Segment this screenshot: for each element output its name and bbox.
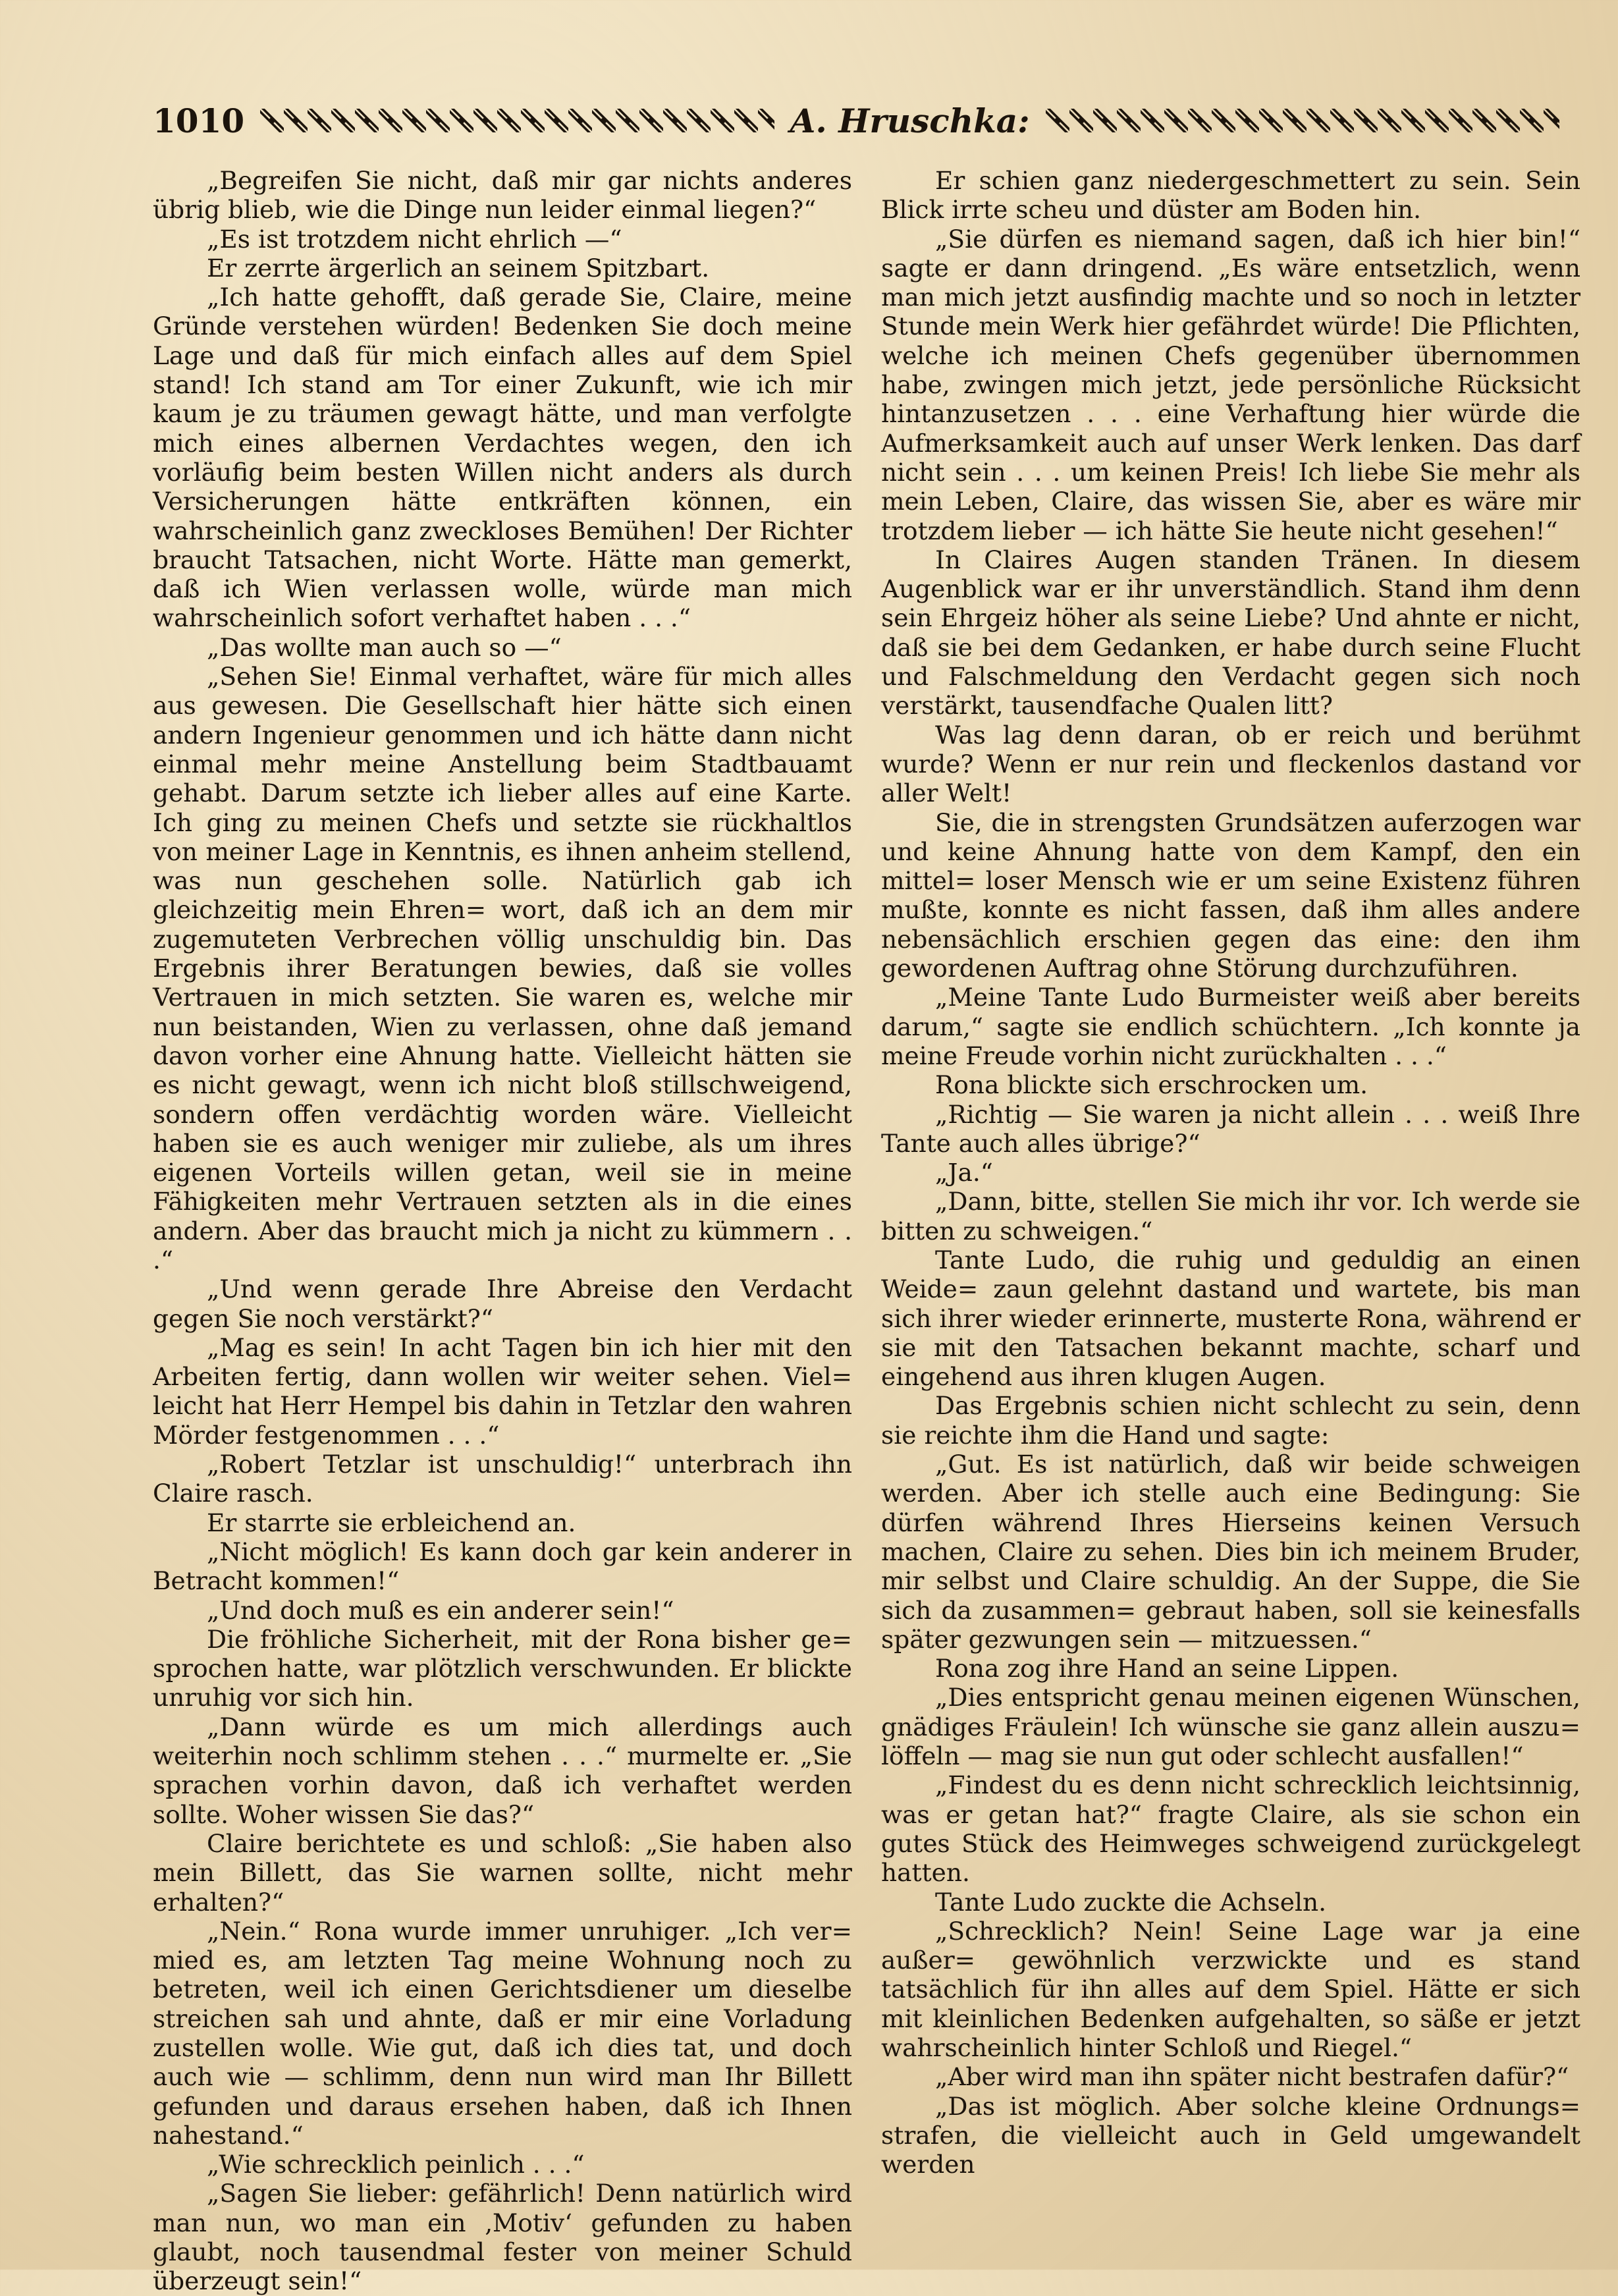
paragraph: „Ich hatte gehofft, daß gerade Sie, Claire, meine Gründe verstehen würden! Bedenken Sie doch meine Lage und daß für mich einfach alles auf dem Spiel stand! Ich stand am Tor einer Zukunft, wie ich mir kaum je zu träumen gewagt hätte, und man verfolgte mich eines albernen Verdachtes wegen, den ich vorläufig beim besten Willen nicht anders als durch Versicherungen hätte entkräften können, ein wahrscheinlich ganz zweckloses Bemühen! Der Richter braucht Tatsachen, nicht Worte. Hätte man gemerkt, daß ich Wien verlassen wolle, würde man mich wahrscheinlich sofort verhaftet haben . . .“ — [153, 283, 852, 633]
paragraph: „Gut. Es ist natürlich, daß wir beide schweigen werden. Aber ich stelle auch eine Bedingung: Sie dürfen während Ihres Hierseins keinen Versuch machen, Claire zu sehen. Dies bin ich meinem Bruder, mir selbst und Claire schuldig. An der Suppe, die Sie sich da zusammen= gebraut haben, soll sie keinesfalls später gezwungen sein — mitzuessen.“ — [881, 1450, 1580, 1654]
paragraph: In Claires Augen standen Tränen. In diesem Augenblick war er ihr unverständlich. Stand ihm denn sein Ehrgeiz höher als seine Liebe? Und ahnte er nicht, daß sie bei dem Gedanken, er habe durch seine Flucht und Falschmeldung den Verdacht gegen sich noch verstärkt, tausendfache Qualen litt? — [881, 545, 1580, 721]
page-header — [153, 97, 1575, 144]
paragraph: „Sagen Sie lieber: gefährlich! Denn natürlich wird man nun, wo man ein ‚Motiv‘ gefunden zu haben glaubt, noch tausendmal fester von meiner Schuld überzeugt sein!“ — [153, 2179, 852, 2296]
paragraph: „Dann würde es um mich allerdings auch weiterhin noch schlimm stehen . . .“ murmelte er. „Sie sprachen vorhin davon, daß ich verhaftet werden sollte. Woher wissen Sie das?“ — [153, 1712, 852, 1829]
paragraph: „Robert Tetzlar ist unschuldig!“ unterbrach ihn Claire rasch. — [153, 1450, 852, 1508]
paragraph: „Findest du es denn nicht schrecklich leichtsinnig, was er getan hat?“ fragte Claire, als sie schon ein gutes Stück des Heimweges schweigend zurückgelegt hatten. — [881, 1770, 1580, 1888]
paragraph: Rona blickte sich erschrocken um. — [935, 1070, 1368, 1100]
paragraph: „Dies entspricht genau meinen eigenen Wünschen, gnädiges Fräulein! Ich wünsche sie ganz allein auszu= löffeln — mag sie nun gut oder schlecht ausfallen!“ — [881, 1683, 1580, 1771]
paragraph: Was lag denn daran, ob er reich und berühmt wurde? Wenn er nur rein und fleckenlos dastand vor aller Welt! — [881, 720, 1580, 808]
paragraph: „Meine Tante Ludo Burmeister weiß aber bereits darum,“ sagte sie endlich schüchtern. „Ich konnte ja meine Freude vorhin nicht zurückhalten . . .“ — [881, 983, 1580, 1070]
paragraph: Sie, die in strengsten Grundsätzen auferzogen war und keine Ahnung hatte von dem Kampf, den ein mittel= loser Mensch wie er um seine Existenz führen mußte, konnte es nicht fassen, daß ihm alles andere nebensächlich erschien gegen das eine: den ihm gewordenen Auftrag ohne Störung durchzuführen. — [881, 807, 1580, 983]
paragraph: Er schien ganz niedergeschmettert zu sein. Sein Blick irrte scheu und düster am Boden hin. — [881, 166, 1580, 225]
paragraph: „Und doch muß es ein anderer sein!“ — [207, 1595, 674, 1625]
paragraph: „Nicht möglich! Es kann doch gar kein anderer in Betracht kommen!“ — [153, 1537, 852, 1596]
ornamental-rule-left — [260, 107, 774, 134]
paragraph: Die fröhliche Sicherheit, mit der Rona bisher ge= sprochen hatte, war plötzlich verschwunden. Er blickte unruhig vor sich hin. — [153, 1624, 852, 1712]
paragraph: „Das wollte man auch so —“ — [207, 632, 562, 662]
paragraph: „Aber wird man ihn später nicht bestrafen dafür?“ — [935, 2062, 1569, 2092]
paragraph: „Sehen Sie! Einmal verhaftet, wäre für mich alles aus gewesen. Die Gesellschaft hier hätte sich einen andern Ingenieur genommen und ich hätte dann nicht einmal mehr meine Anstellung beim Stadtbauamt gehabt. Darum setzte ich lieber alles auf eine Karte. Ich ging zu meinen Chefs und setzte sie rückhaltlos von meiner Lage in Kenntnis, es ihnen anheim stellend, was nun geschehen solle. Natürlich gab ich gleichzeitig mein Ehren= wort, daß ich an dem mir zugemuteten Verbrechen völlig unschuldig bin. Das Ergebnis ihrer Beratungen bewies, daß sie volles Vertrauen in mich setzten. Sie waren es, welche mir nun beistanden, Wien zu verlassen, ohne daß jemand davon vorher eine Ahnung hatte. Vielleicht hätten sie es nicht gewagt, wenn ich nicht bloß stillschweigend, sondern offen verdächtig worden wäre. Vielleicht haben sie es auch weniger mir zuliebe, als um ihres eigenen Vorteils willen getan, weil sie in meine Fähigkeiten mehr Vertrauen setzten als in die eines andern. Aber das braucht mich ja nicht zu kümmern . . .“ — [153, 662, 852, 1274]
ornamental-rule-right — [1046, 107, 1559, 134]
paragraph: Rona zog ihre Hand an seine Lippen. — [935, 1654, 1399, 1683]
paragraph: „Dann, bitte, stellen Sie mich ihr vor. Ich werde sie bitten zu schweigen.“ — [881, 1187, 1580, 1245]
left-column — [153, 166, 852, 2296]
paragraph: Das Ergebnis schien nicht schlecht zu sein, denn sie reichte ihm die Hand und sagte: — [881, 1391, 1580, 1450]
paragraph: „Wie schrecklich peinlich . . .“ — [207, 2150, 585, 2179]
paragraph: „Und wenn gerade Ihre Abreise den Verdacht gegen Sie noch verstärkt?“ — [153, 1274, 852, 1333]
paragraph: „Das ist möglich. Aber solche kleine Ordnungs= strafen, die vielleicht auch in Geld umgewandelt werden — [881, 2091, 1580, 2179]
paragraph: Er starrte sie erbleichend an. — [207, 1508, 576, 1537]
page-number: 1010 — [153, 101, 245, 140]
paragraph: Er zerrte ärgerlich an seinem Spitzbart. — [207, 253, 710, 283]
paragraph: „Schrecklich? Nein! Seine Lage war ja eine außer= gewöhnlich verzwickte und es stand tatsächlich für ihn alles auf dem Spiel. Hätte er sich mit kleinlichen Bedenken aufgehalten, so säße er jetzt wahrscheinlich hinter Schloß und Riegel.“ — [881, 1916, 1580, 2062]
running-head: A. Hruschka: — [790, 101, 1030, 140]
paragraph: „Richtig — Sie waren ja nicht allein . . . weiß Ihre Tante auch alles übrige?“ — [881, 1099, 1580, 1158]
paragraph: Claire berichtete es und schloß: „Sie haben also mein Billett, das Sie warnen sollte, nicht mehr erhalten?“ — [153, 1828, 852, 1917]
paragraph: „Ja.“ — [935, 1158, 993, 1188]
paragraph: „Nein.“ Rona wurde immer unruhiger. „Ich ver= mied es, am letzten Tag meine Wohnung noch zu betreten, weil ich einen Gerichtsdiener um dieselbe streichen sah und ahnte, daß er mir eine Vorladung zustellen wolle. Wie gut, daß ich dies tat, und doch auch wie — schlimm, denn nun wird man Ihr Billett gefunden und daraus ersehen haben, daß ich Ihnen nahestand.“ — [153, 1916, 852, 2150]
right-column — [881, 166, 1580, 2179]
paragraph: „Begreifen Sie nicht, daß mir gar nichts anderes übrig blieb, wie die Dinge nun leider einmal liegen?“ — [153, 166, 852, 225]
paragraph: Tante Ludo, die ruhig und geduldig an einen Weide= zaun gelehnt dastand und wartete, bis man sich ihrer wieder erinnerte, musterte Rona, während er sie mit den Tatsachen bekannt machte, scharf und eingehend aus ihren klugen Augen. — [881, 1245, 1580, 1392]
paragraph: Tante Ludo zuckte die Achseln. — [935, 1887, 1327, 1917]
paragraph: „Es ist trotzdem nicht ehrlich —“ — [207, 224, 622, 254]
paragraph: „Mag es sein! In acht Tagen bin ich hier mit den Arbeiten fertig, dann wollen wir weiter sehen. Viel= leicht hat Herr Hempel bis dahin in Tetzlar den wahren Mörder festgenommen . . .“ — [153, 1332, 852, 1450]
paragraph: „Sie dürfen es niemand sagen, daß ich hier bin!“ sagte er dann dringend. „Es wäre entsetzlich, wenn man mich jetzt ausfindig machte und so noch in letzter Stunde mein Werk hier gefährdet würde! Die Pflichten, welche ich meinen Chefs gegenüber übernommen habe, zwingen mich jetzt, jede persönliche Rücksicht hintanzusetzen . . . eine Verhaftung hier würde die Aufmerksamkeit auch auf unser Werk lenken. Das darf nicht sein . . . um keinen Preis! Ich liebe Sie mehr als mein Leben, Claire, das wissen Sie, aber es wäre mir trotzdem lieber — ich hätte Sie heute nicht gesehen!“ — [881, 224, 1580, 545]
